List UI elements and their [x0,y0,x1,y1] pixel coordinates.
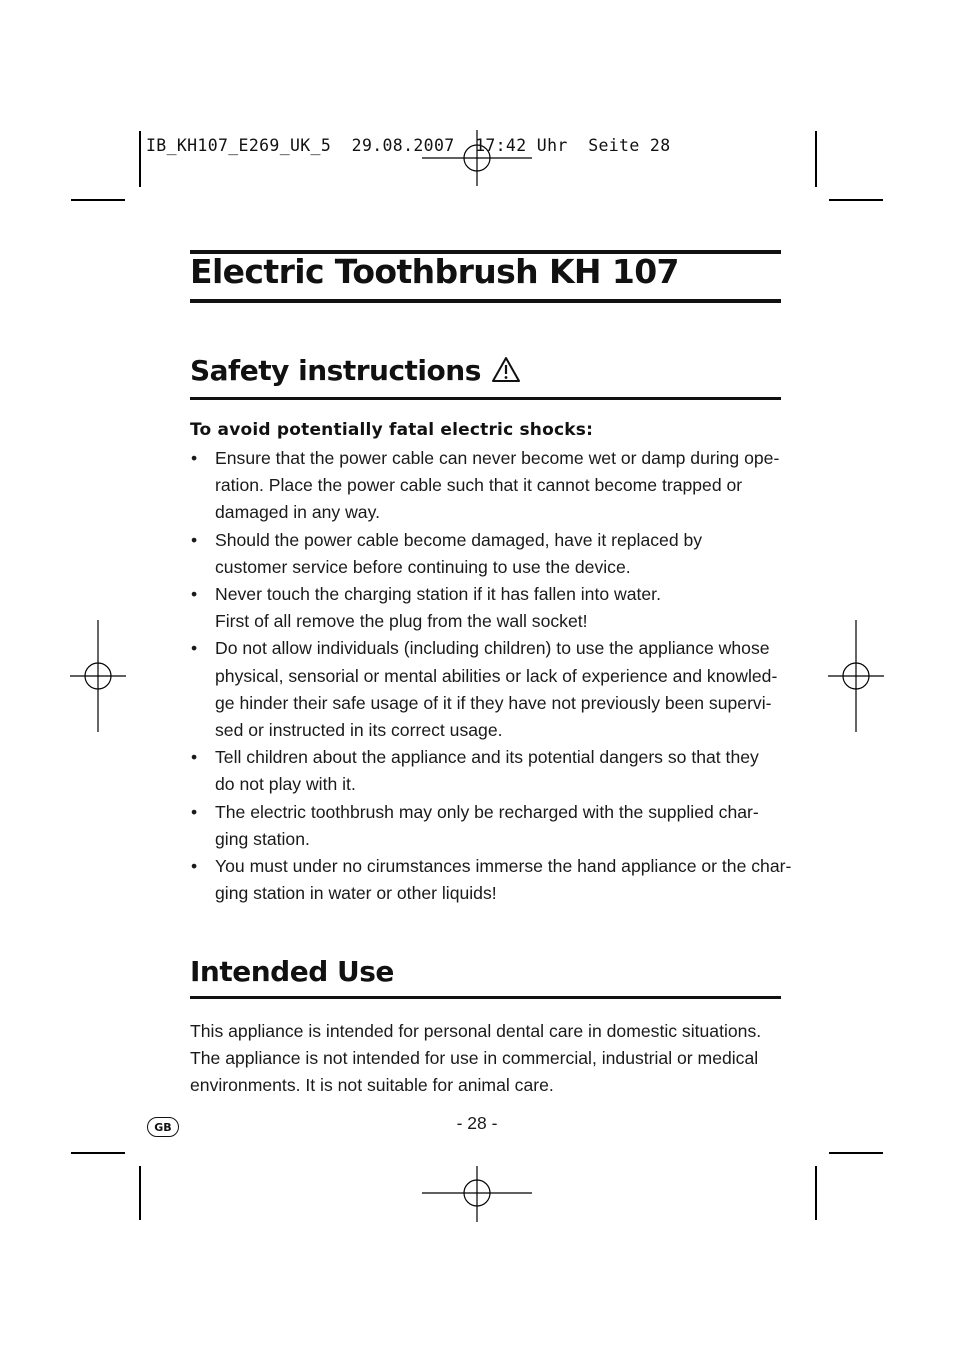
list-item [190,799,785,853]
bullet-dot: • [191,747,198,768]
list-item-line: Do not allow individuals (including children) to use the appliance whose [215,638,770,659]
list-item-line: damaged in any way. [215,502,380,523]
list-item-line: ge hinder their safe usage of it if they have not previously been supervi- [215,692,772,713]
bullet-dot: • [191,801,198,822]
list-item [190,527,785,581]
intended-use-heading: Intended Use [190,955,394,988]
registration-mark-icon [828,620,884,732]
bullet-dot: • [191,856,198,877]
crop-mark [139,131,141,187]
country-badge: GB [147,1117,179,1137]
registration-mark-icon [420,1166,534,1222]
list-item [190,581,785,635]
safety-heading [190,354,521,387]
page-number: - 28 - [456,1113,498,1133]
title-rule-bottom [190,299,781,303]
list-item-line: ging station. [215,828,310,849]
bullet-dot: • [191,584,198,605]
crop-mark [829,1152,883,1154]
crop-mark [139,1166,141,1220]
list-item-line: Tell children about the appliance and its potential dangers so that they [215,747,759,768]
list-item-line: do not play with it. [215,774,356,795]
list-item-line: sed or instructed in its correct usage. [215,720,503,741]
print-header: IB_KH107_E269_UK_5 29.08.2007 17:42 Uhr Seite 28 [146,136,671,155]
intended-use-paragraph [190,1018,790,1100]
list-item [190,445,785,527]
safety-heading-text: Safety instructions [190,354,481,387]
list-item-line: Should the power cable become damaged, have it replaced by [215,529,703,550]
list-item-line: The electric toothbrush may only be recharged with the supplied char- [215,801,759,822]
safety-subheading: To avoid potentially fatal electric shocks: [190,420,594,440]
list-item-line: You must under no cirumstances immerse the hand appliance or the char- [215,856,792,877]
list-item [190,853,792,907]
list-item-line: First of all remove the plug from the wall socket! [215,611,588,632]
paragraph-line: The appliance is not intended for use in commercial, industrial or medical [190,1048,759,1069]
crop-mark [815,131,817,187]
bullet-dot: • [191,448,198,468]
paragraph-line: environments. It is not suitable for animal care. [190,1075,554,1096]
list-item-line: physical, sensorial or mental abilities or lack of experience and knowled- [215,665,778,686]
list-item-line: customer service before continuing to use the device. [215,556,631,577]
registration-mark-icon [70,620,126,732]
intended-use-heading-rule [190,996,781,999]
paragraph-line: This appliance is intended for personal dental care in domestic situations. [190,1021,762,1041]
crop-mark [829,199,883,201]
list-item-line: ging station in water or other liquids! [215,883,497,904]
page-title: Electric Toothbrush KH 107 [190,252,679,291]
bullet-dot: • [191,638,198,659]
crop-mark [71,1152,125,1154]
list-item-line: ration. Place the power cable such that it cannot become trapped or [215,475,743,496]
list-item-line: Ensure that the power cable can never become wet or damp during ope- [215,448,780,468]
list-item-line: Never touch the charging station if it has fallen into water. [215,584,661,605]
crop-mark [815,1166,817,1220]
bullet-dot: • [191,529,198,550]
warning-triangle-icon [491,356,521,383]
safety-heading-rule [190,397,781,400]
safety-bullet-list [190,445,792,907]
list-item [190,744,785,798]
list-item [190,635,785,744]
crop-mark [71,199,125,201]
